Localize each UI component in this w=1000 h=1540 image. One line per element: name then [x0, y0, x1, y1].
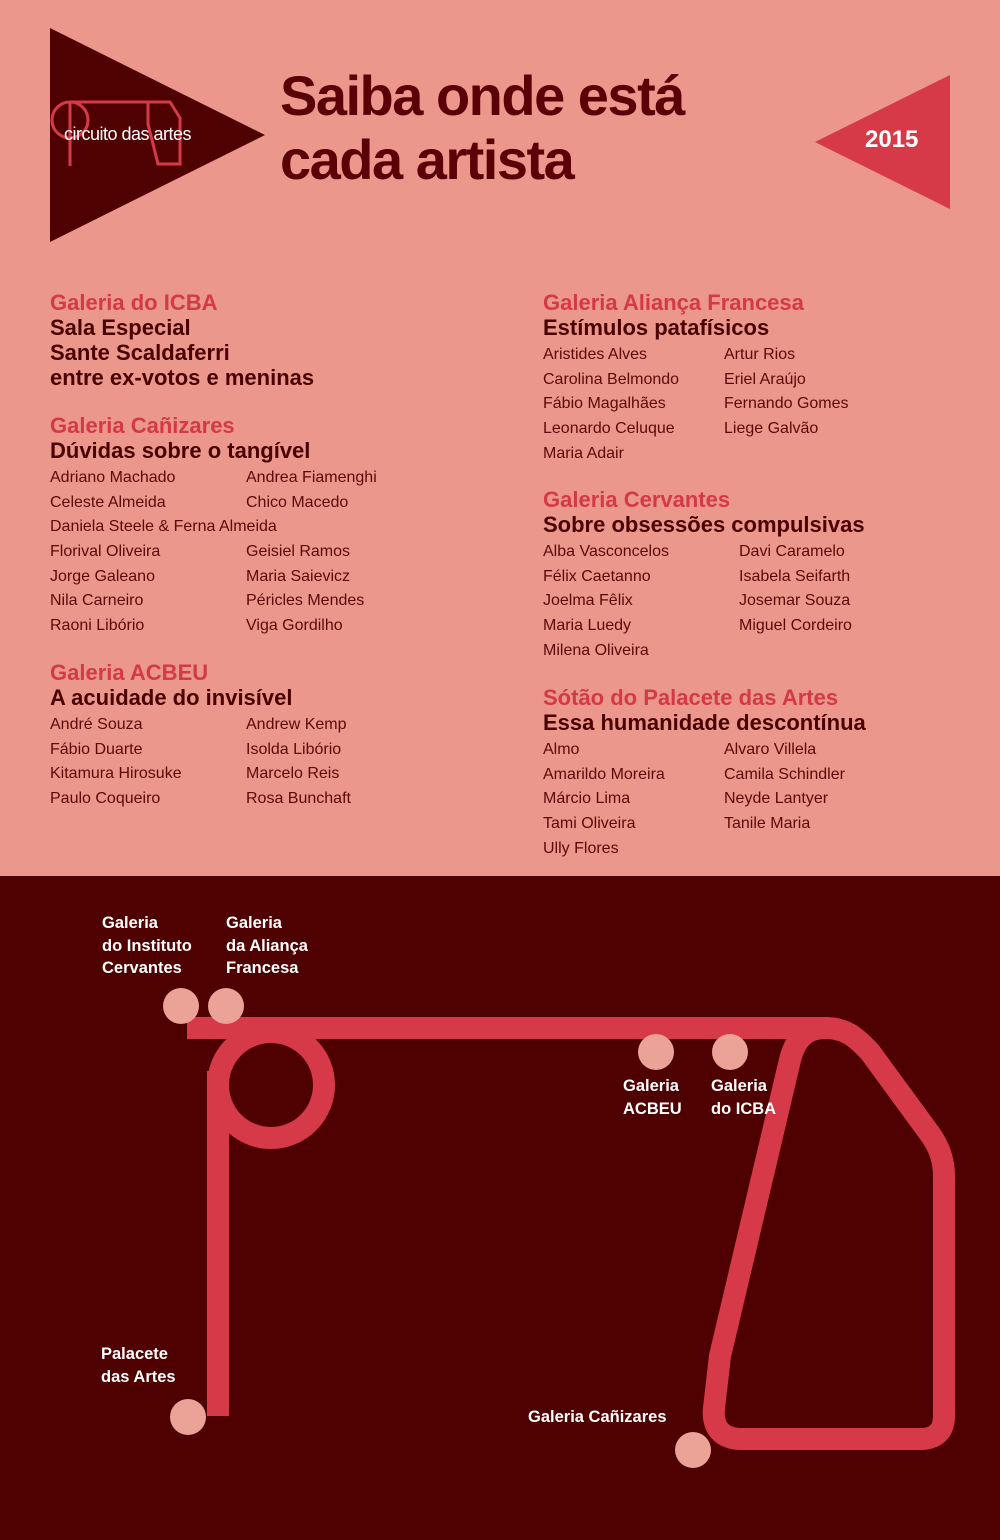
stop-alianca-dot-icon [208, 988, 244, 1024]
artist-name: Isabela Seifarth [739, 567, 851, 585]
artist-row [50, 738, 351, 763]
title-line-1: Saiba onde está [280, 64, 684, 127]
artist-name: Kitamura Hirosuke [50, 765, 182, 783]
gallery-subtitle: Dúvidas sobre o tangível [50, 438, 311, 463]
artist-row [50, 565, 377, 590]
artist-name: Ully Flores [543, 839, 619, 857]
artist-row [543, 614, 865, 639]
artist-row [543, 540, 865, 565]
stop-acbeu-dot-icon [638, 1034, 674, 1070]
map-label-palacete: Palacete das Artes [101, 1345, 176, 1386]
artist-name: Márcio Lima [543, 790, 631, 808]
route-right-loop [187, 1028, 944, 1439]
route-loop [218, 1032, 324, 1138]
artist-row [543, 787, 866, 812]
year-badge: 2015 [865, 126, 919, 153]
artist-name: Camila Schindler [724, 765, 845, 783]
gallery-name: Galeria ACBEU [50, 660, 209, 685]
artist-name: Andrea Fiamenghi [246, 469, 377, 486]
artist-name: Aristides Alves [543, 346, 648, 363]
artist-row [543, 639, 865, 664]
artist-name: Tanile Maria [724, 815, 811, 833]
map-label-acbeu: Galeria ACBEU [623, 1077, 682, 1118]
artist-name: Florival Oliveira [50, 543, 161, 561]
artist-name: Maria Saievicz [246, 567, 351, 585]
artist-list [543, 343, 849, 466]
artist-name: Leonardo Celuque [543, 420, 675, 438]
artist-row [543, 837, 866, 862]
artist-name: Eriel Araújo [724, 370, 806, 388]
artist-name: Daniela Steele & Ferna Almeida [50, 518, 277, 536]
artist-row [543, 442, 849, 467]
artist-list [543, 738, 866, 861]
artist-name: Milena Oliveira [543, 641, 649, 659]
gallery-subtitle: Sobre obsessões compulsivas [543, 512, 865, 537]
gallery-cervantes-block [543, 487, 865, 663]
artist-name: Liege Galvão [724, 420, 819, 438]
artist-row [50, 614, 377, 639]
artist-row [50, 466, 377, 491]
artist-name: Fábio Duarte [50, 740, 143, 758]
artist-row [50, 762, 351, 787]
artist-name: Péricles Mendes [246, 592, 365, 610]
gallery-name: Galeria Aliança Francesa [543, 290, 804, 315]
gallery-canizares-block [50, 413, 377, 639]
gallery-sotao-block [543, 685, 866, 861]
artist-row [50, 540, 377, 565]
artist-row [543, 343, 849, 368]
artist-name: Andrew Kemp [246, 716, 347, 733]
artist-name: Fernando Gomes [724, 395, 849, 413]
artist-row [50, 589, 377, 614]
artist-name: Maria Luedy [543, 617, 632, 635]
artist-name: Jorge Galeano [50, 567, 155, 585]
artist-row [543, 763, 866, 788]
artist-row [543, 565, 865, 590]
gallery-name: Galeria Cañizares [50, 413, 235, 438]
artist-name: Isolda Libório [246, 740, 342, 758]
artist-name: Maria Adair [543, 444, 624, 462]
gallery-subtitle: Estímulos patafísicos [543, 315, 770, 340]
artist-name: Tami Oliveira [543, 815, 636, 833]
artist-name: Adriano Machado [50, 469, 176, 486]
artist-name: Paulo Coqueiro [50, 790, 161, 808]
artist-name: Davi Caramelo [739, 543, 845, 560]
artist-row [543, 417, 849, 442]
artist-name: Celeste Almeida [50, 493, 166, 511]
gallery-name: Sótão do Palacete das Artes [543, 685, 839, 710]
page-title [280, 64, 800, 192]
artist-name: Nila Carneiro [50, 592, 144, 610]
artist-row [543, 392, 849, 417]
stop-canizares-dot-icon [675, 1432, 711, 1468]
artist-name: Rosa Bunchaft [246, 790, 351, 808]
gallery-acbeu-block [50, 660, 351, 812]
artist-row [543, 368, 849, 393]
artist-row [50, 787, 351, 812]
artist-row [50, 491, 377, 516]
artist-name: Almo [543, 741, 580, 758]
artist-row [543, 589, 865, 614]
artist-name: Miguel Cordeiro [739, 617, 852, 635]
artist-name: Carolina Belmondo [543, 370, 680, 388]
artist-name: Artur Rios [724, 346, 796, 363]
artist-list [50, 713, 351, 812]
gallery-subtitle: Essa humanidade descontínua [543, 710, 866, 735]
artist-name: Geisiel Ramos [246, 543, 351, 561]
map-label-canizares: Galeria Cañizares [528, 1408, 667, 1426]
artist-row [50, 515, 377, 540]
artist-name: Joelma Fêlix [543, 592, 633, 610]
artist-name: Alba Vasconcelos [543, 543, 669, 560]
stop-icba-dot-icon [712, 1034, 748, 1070]
artist-name: Josemar Souza [739, 592, 851, 610]
artist-name: Viga Gordilho [246, 617, 343, 635]
map-label-cervantes: Galeria do Instituto Cervantes [102, 914, 192, 977]
artist-list [50, 466, 377, 639]
artist-row [543, 812, 866, 837]
gallery-alianca-block [543, 290, 849, 466]
artist-name: Fábio Magalhães [543, 395, 666, 413]
artist-name: Raoni Libório [50, 617, 145, 635]
artist-row [50, 713, 351, 738]
title-line-2: cada artista [280, 128, 574, 191]
stop-palacete-dot-icon [170, 1399, 206, 1435]
artist-name: Félix Caetanno [543, 567, 651, 585]
gallery-subtitle: A acuidade do invisível [50, 685, 293, 710]
logo-text: circuito das artes [64, 124, 192, 144]
gallery-name: Galeria Cervantes [543, 487, 731, 512]
artist-name: André Souza [50, 716, 143, 733]
artist-name: Amarildo Moreira [543, 765, 665, 783]
artist-name: Alvaro Villela [724, 741, 817, 758]
artist-name: Neyde Lantyer [724, 790, 829, 808]
gallery-subtitle: Sala Especial Sante Scaldaferri entre ex-votos e meninas [50, 315, 315, 390]
stop-cervantes-dot-icon [163, 988, 199, 1024]
gallery-name: Galeria do ICBA [50, 290, 218, 315]
artist-name: Chico Macedo [246, 493, 349, 511]
artist-name: Marcelo Reis [246, 765, 340, 783]
artist-list [543, 540, 865, 663]
map-label-icba: Galeria do ICBA [711, 1077, 777, 1118]
gallery-icba-block [50, 290, 314, 390]
map-label-alianca: Galeria da Aliança Francesa [226, 914, 308, 977]
artist-row [543, 738, 866, 763]
